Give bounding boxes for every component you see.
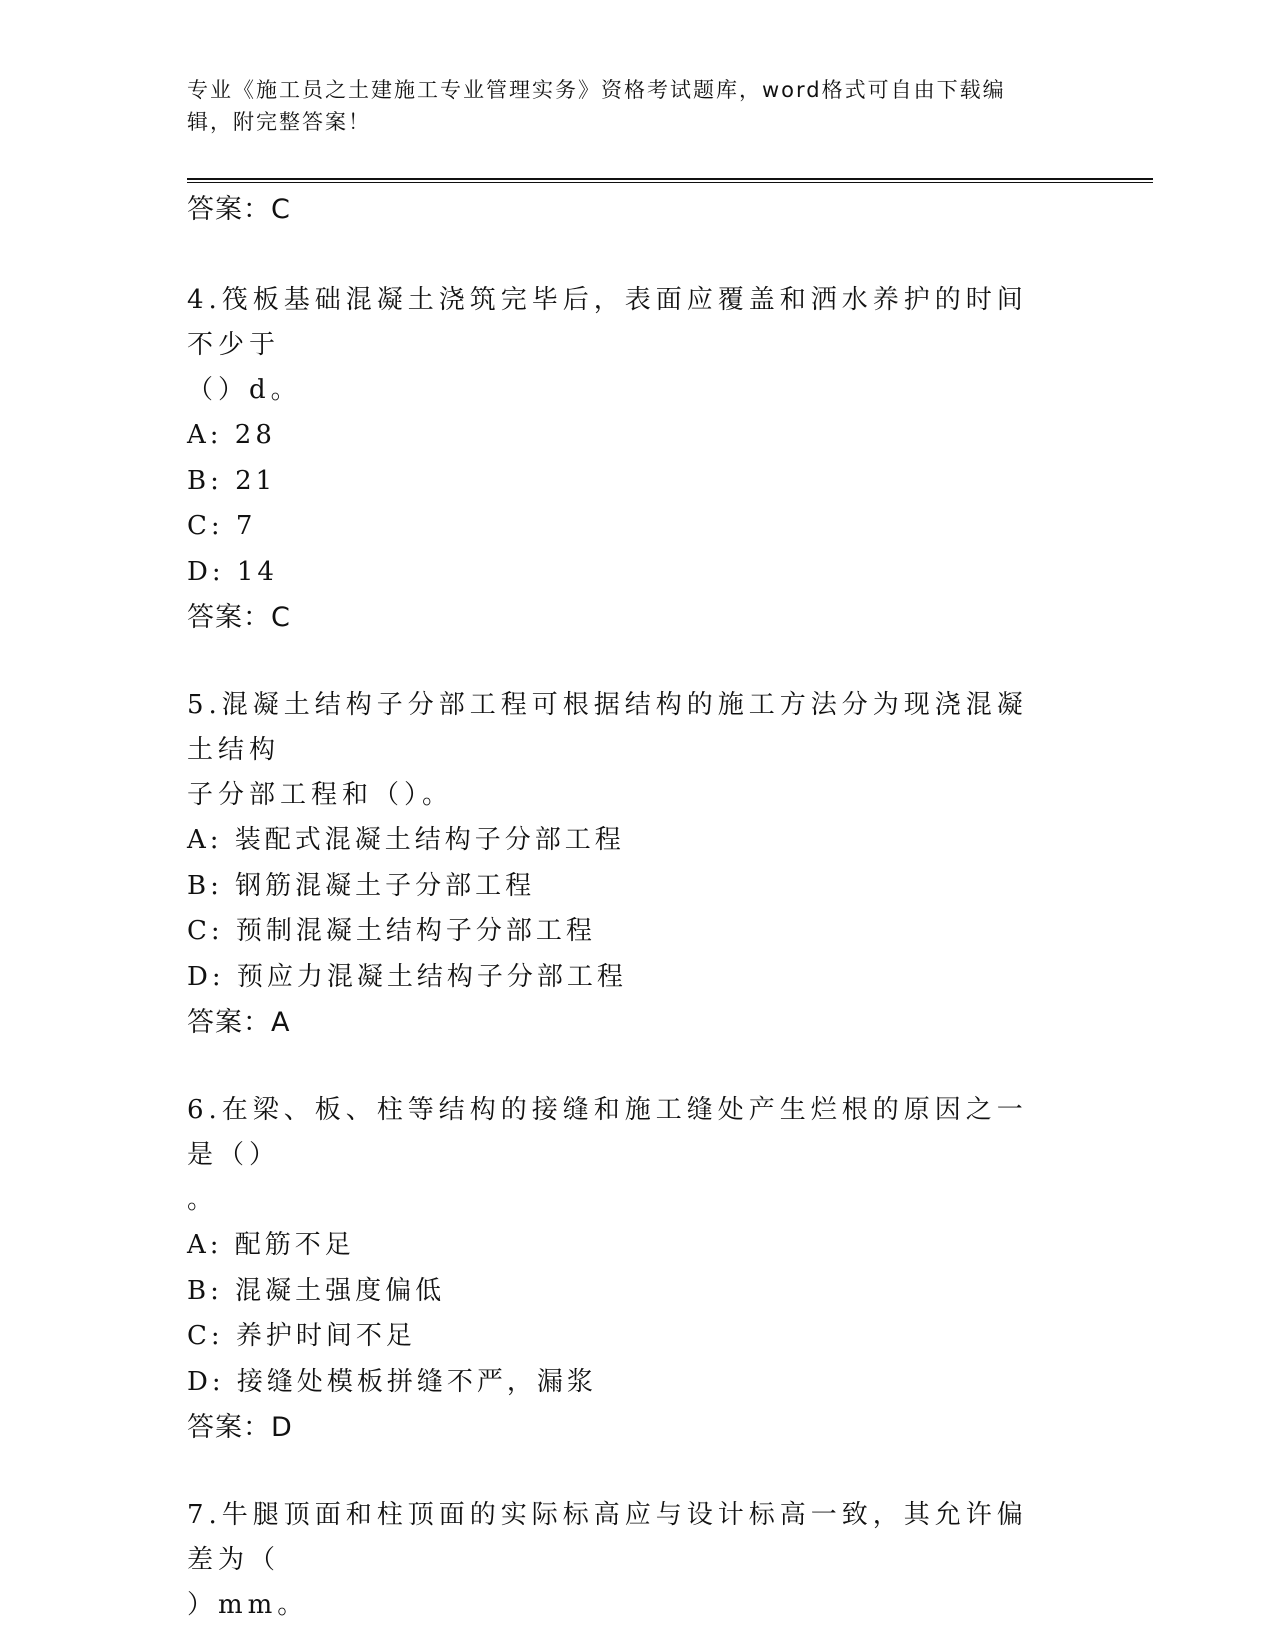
option-c: C: 7 (187, 511, 257, 541)
question-stem-line: 子分部工程和（）。 (187, 780, 454, 810)
header-line-2: 辑，附完整答案！ (187, 110, 371, 134)
question-item (187, 278, 1087, 641)
question-item (187, 683, 1087, 1046)
option-a: A: 配筋不足 (187, 1230, 355, 1260)
header-rule-thick (187, 178, 1153, 180)
option-c: C: 养护时间不足 (187, 1321, 416, 1351)
question-stem-line: 。 (187, 1185, 219, 1215)
option-a: A: 28 (187, 420, 276, 450)
question-item (187, 1493, 1087, 1628)
question-stem-line: 6.在梁、板、柱等结构的接缝和施工缝处产生烂根的原因之一是（） (187, 1095, 1028, 1170)
option-a: A: 装配式混凝土结构子分部工程 (187, 825, 625, 855)
question-stem-line: 5.混凝土结构子分部工程可根据结构的施工方法分为现浇混凝土结构 (187, 690, 1028, 765)
option-d: D: 14 (187, 556, 278, 587)
option-b: B: 混凝土强度偏低 (187, 1275, 446, 1306)
question-item (187, 1088, 1087, 1451)
page-header (187, 74, 1067, 138)
option-b: B: 钢筋混凝土子分部工程 (187, 870, 536, 901)
question-list (187, 187, 1087, 1628)
answer-line: 答案：D (187, 1412, 293, 1443)
question-stem-line: 7.牛腿顶面和柱顶面的实际标高应与设计标高一致，其允许偏差为（ (187, 1500, 1028, 1575)
question-stem-line: 4.筏板基础混凝土浇筑完毕后，表面应覆盖和洒水养护的时间不少于 (187, 285, 1028, 360)
option-d: D: 接缝处模板拼缝不严，漏浆 (187, 1366, 597, 1397)
answer-line: 答案：C (187, 194, 291, 225)
answer-line: 答案：C (187, 602, 291, 633)
question-stem (187, 1088, 1057, 1223)
question-stem (187, 683, 1057, 818)
question-stem-line: （）d。 (187, 375, 302, 405)
header-rule-thin (187, 182, 1153, 183)
option-c: C: 预制混凝土结构子分部工程 (187, 916, 596, 946)
header-line-1: 专业《施工员之土建施工专业管理实务》资格考试题库，word格式可自由下载编 (187, 78, 1006, 102)
option-d: D: 预应力混凝土结构子分部工程 (187, 961, 627, 992)
option-b: B: 21 (187, 465, 277, 496)
answer-line: 答案：A (187, 1007, 291, 1038)
question-stem (187, 1493, 1057, 1628)
question-stem (187, 278, 1057, 413)
question-stem-line: ）mm。 (187, 1590, 309, 1620)
